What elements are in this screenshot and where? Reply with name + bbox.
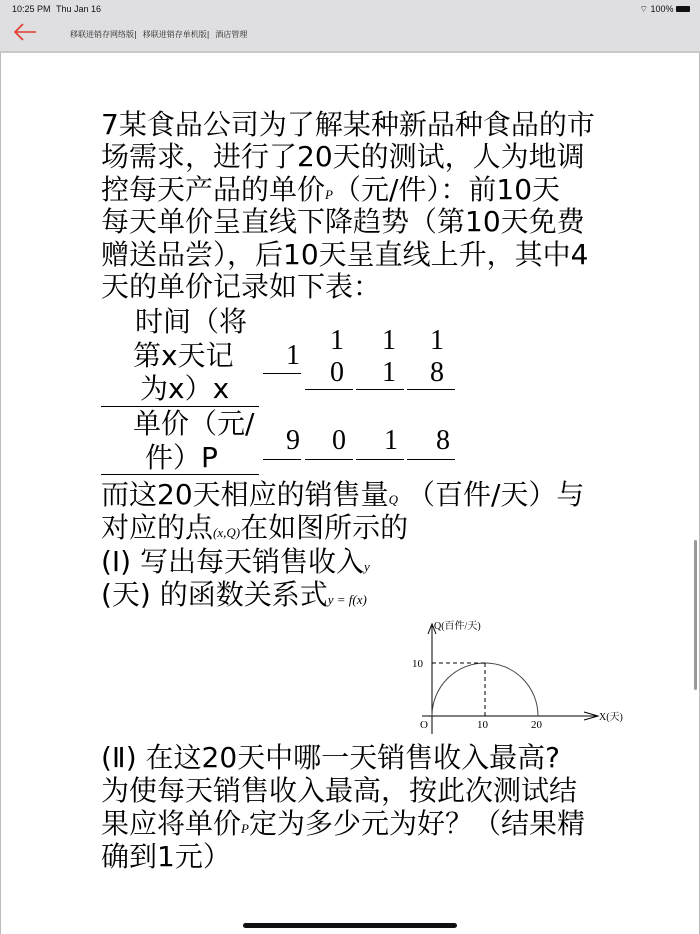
y-axis-label: Q(百件/天): [434, 621, 481, 632]
text-line: 每天单价呈直线下降趋势（第10天免费: [101, 205, 585, 238]
table-line: [263, 459, 301, 460]
y-tick: 10: [412, 658, 423, 670]
table-cell: 1: [384, 425, 398, 456]
table-header: 单价（元/: [133, 407, 255, 440]
nav-link-standalone[interactable]: 移联进销存单机版|: [142, 30, 210, 39]
table-cell: 18: [430, 325, 444, 388]
table-cell: 1: [286, 340, 300, 371]
text-line: (Ⅰ) 写出每天销售收入y: [101, 545, 370, 578]
nav-link-hotel[interactable]: 酒店管理: [215, 30, 248, 39]
text-line: 为使每天销售收入最高，按此次测试结: [101, 774, 578, 807]
semicircle-graph: [352, 616, 623, 736]
table-cell: 10: [330, 325, 344, 388]
text-line: 对应的点(x,Q)在如图所示的: [101, 511, 409, 544]
text-line: 7某食品公司为了解某种新品种食品的市: [101, 108, 595, 141]
sales-curve-figure: [352, 616, 623, 736]
status-date: Thu Jan 16: [56, 4, 102, 14]
text: 控每天产品的单价: [101, 173, 326, 206]
table-line: [356, 459, 404, 460]
table-line: [356, 389, 404, 390]
text-line: 果应将单价P定为多少元为好？（结果精: [101, 807, 585, 840]
nav-link-network[interactable]: 移联进销存网络版|: [70, 30, 137, 39]
table-line: [407, 389, 455, 390]
x-axis-label: X(天): [599, 712, 623, 723]
x-tick: 10: [477, 719, 488, 731]
home-indicator[interactable]: [243, 923, 457, 928]
battery-icon: [676, 6, 690, 12]
text-line: 赠送品尝），后10天呈直线上升，其中4: [101, 238, 589, 271]
origin-label: O: [420, 719, 428, 731]
battery-text: 100%: [650, 4, 674, 14]
back-arrow-icon[interactable]: [12, 22, 38, 42]
table-line: [263, 373, 301, 374]
table-line: [305, 459, 353, 460]
text-line: (天) 的函数关系式y = f(x): [101, 578, 367, 611]
table-cell: 0: [332, 425, 346, 456]
table-cell: 11: [382, 325, 396, 388]
var-p: P: [325, 187, 333, 202]
table-cell: 9: [286, 425, 300, 456]
nav-links: [70, 29, 253, 40]
status-time: 10:25 PM: [12, 4, 51, 14]
table-line: [407, 459, 455, 460]
x-tick: 20: [531, 719, 542, 731]
status-battery: ⌔ 100%: [639, 4, 690, 15]
table-header: 为x）x: [140, 372, 230, 405]
table-divider: [101, 474, 259, 475]
table-cell: 8: [436, 425, 450, 456]
table-header: 第x天记: [133, 339, 234, 372]
scrollbar[interactable]: [694, 540, 697, 690]
text-line: (Ⅱ) 在这20天中哪一天销售收入最高?: [101, 741, 561, 774]
text: （元/件）：前10天: [332, 173, 561, 206]
text-line: 场需求，进行了20天的测试，人为地调: [101, 140, 585, 173]
top-bar: [0, 0, 700, 53]
table-header: 件）P: [145, 441, 218, 474]
text-line: 天的单价记录如下表：: [101, 270, 382, 303]
table-line: [305, 389, 353, 390]
text-line: 而这20天相应的销售量Q （百件/天）与: [101, 478, 585, 511]
table-header: 时间（将: [135, 305, 248, 338]
text-line: 确到1元）: [101, 840, 231, 873]
